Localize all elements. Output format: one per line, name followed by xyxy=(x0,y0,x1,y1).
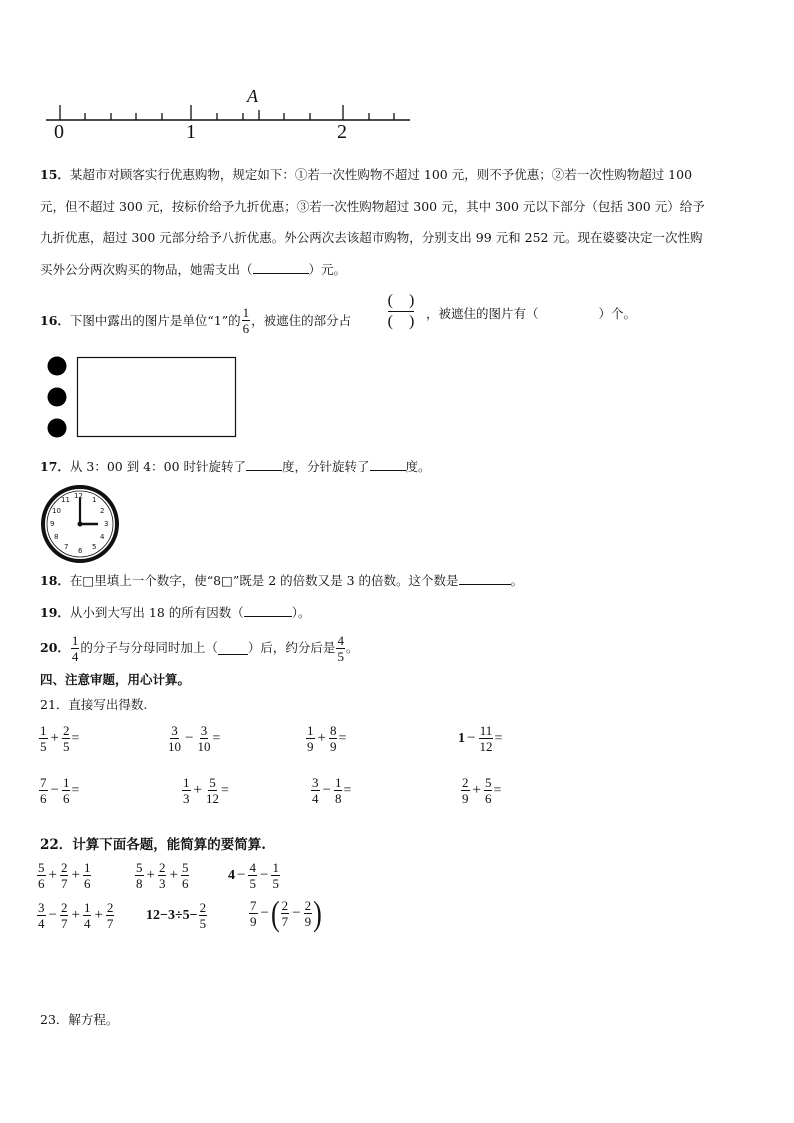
q15-answer-blank[interactable] xyxy=(253,261,309,274)
q16-text-a: 下图中露出的图片是单位“1”的 xyxy=(69,312,241,328)
q16-dots-and-cover xyxy=(44,354,244,444)
q20-text-a: 的分子与分母同时加上（ xyxy=(80,640,218,655)
q21-r2c2-a xyxy=(182,776,191,805)
q21-r2c1-b-den: 6 xyxy=(62,791,70,806)
q21-r1c4-b-den: 12 xyxy=(479,739,493,754)
q17-text-b: 度，分针旋转了 xyxy=(282,459,370,474)
q21-r1c4-whole: 1 xyxy=(458,730,465,746)
q22-e3-f2-num: 1 xyxy=(272,860,279,875)
q22-e4-f1 xyxy=(37,901,46,930)
q22-e3-whole: 4 xyxy=(228,867,235,883)
q22-expr-6[interactable] xyxy=(248,893,322,933)
q22-e1-f2 xyxy=(60,861,69,890)
question-19 xyxy=(40,604,311,621)
q22-e6-f1-den: 9 xyxy=(250,914,257,929)
q21-r1c2-a xyxy=(167,724,182,753)
q22-e5-text: 12−3÷5− xyxy=(146,907,198,923)
q21-r2c2-b-num: 5 xyxy=(209,775,216,790)
q21-item-1[interactable] xyxy=(38,724,79,753)
q16-fraction xyxy=(242,306,251,335)
q21-item-7[interactable] xyxy=(310,776,351,805)
q21-r1c3-b-num: 8 xyxy=(329,723,337,738)
q21-r2c4-eq: = xyxy=(493,782,502,798)
q22-expr-1[interactable] xyxy=(36,861,92,890)
q22-expr-5[interactable] xyxy=(146,901,208,930)
clock-num-1: 1 xyxy=(92,496,97,504)
q22-e1-op1: + xyxy=(48,867,57,883)
q21-r2c1-b-num: 1 xyxy=(62,775,70,790)
q22-e2-f1-den: 8 xyxy=(136,876,143,891)
q17-blank-minute[interactable] xyxy=(370,458,406,471)
q22-expr-3[interactable] xyxy=(228,861,281,890)
q22-e4-f3-num: 1 xyxy=(83,900,91,915)
number-line-point-a: A xyxy=(247,86,258,106)
q16-figure xyxy=(44,354,244,444)
q22-e6-f3-den: 9 xyxy=(304,914,312,929)
q22-e1-f1 xyxy=(37,861,46,890)
q20-frac2-num: 4 xyxy=(337,632,344,648)
q22-e4-f3 xyxy=(83,901,92,930)
q22-e1-f2-num: 2 xyxy=(60,860,68,875)
visible-dot-3 xyxy=(48,419,67,438)
q21-r1c2-a-num: 3 xyxy=(171,723,178,738)
question-20 xyxy=(40,632,358,664)
q22-e5-f1 xyxy=(199,901,208,930)
q21-r2c2-a-num: 1 xyxy=(183,775,190,790)
q22-e6-op: − xyxy=(260,905,269,921)
q22-e6-f2-num: 2 xyxy=(281,898,289,913)
q18-number: 18． xyxy=(40,573,70,588)
clock-num-6: 6 xyxy=(78,547,83,555)
q22-title: 22．计算下面各题，能简算的要简算. xyxy=(40,837,266,853)
q22-e1-f3-num: 1 xyxy=(83,860,91,875)
q22-e4-f3-den: 4 xyxy=(83,916,91,931)
q23-title: 23．解方程。 xyxy=(40,1012,119,1027)
q20-text-c: 。 xyxy=(345,640,359,655)
q17-blank-hour[interactable] xyxy=(246,458,282,471)
q21-r1c4-b-num: 11 xyxy=(479,723,493,738)
q21-r2c2-a-den: 3 xyxy=(183,791,190,806)
q22-e3-f2-den: 5 xyxy=(272,876,279,891)
q21-r2c1-op: − xyxy=(50,782,59,798)
q22-e4-op3: + xyxy=(94,907,103,923)
clock-num-5: 5 xyxy=(92,543,97,551)
q21-r1c2-eq: = xyxy=(212,730,221,746)
q22-e6-f3-num: 2 xyxy=(304,898,312,913)
q22-e4-f4-num: 2 xyxy=(106,900,114,915)
q15-line1: 某超市对顾客实行优惠购物，规定如下：①若一次性购物不超过 100 元，则不予优惠；②若一次性购物超过 100 xyxy=(69,167,693,182)
question-18 xyxy=(40,572,523,589)
q22-e1-f1-den: 6 xyxy=(38,876,45,891)
q15-number: 15． xyxy=(40,167,70,182)
q22-e2-f1 xyxy=(135,861,144,890)
q19-text-a: 从小到大写出 18 的所有因数（ xyxy=(69,605,244,620)
q16-frac-den: 6 xyxy=(242,321,250,336)
q21-r1c3-op: + xyxy=(317,730,326,746)
q20-frac2-den: 5 xyxy=(337,648,344,664)
q22-e2-f3-den: 6 xyxy=(181,876,189,891)
q21-r1c2-b-num: 3 xyxy=(200,723,208,738)
q22-e4-f4-den: 7 xyxy=(106,916,114,931)
clock-num-7: 7 xyxy=(64,543,69,551)
number-line-graphic xyxy=(40,86,420,146)
q21-r2c3-eq: = xyxy=(343,782,352,798)
q21-title: 21．直接写出得数. xyxy=(40,697,148,712)
q21-r1c1-b xyxy=(62,724,71,753)
q22-e4-f2-num: 2 xyxy=(60,900,68,915)
q22-e2-f2-num: 2 xyxy=(158,860,166,875)
q21-r2c1-b xyxy=(62,776,71,805)
q22-e3-f1 xyxy=(248,861,257,890)
q22-e6-f1-num: 7 xyxy=(250,898,257,913)
q22-e2-f1-num: 5 xyxy=(136,860,143,875)
number-line-label-2: 2 xyxy=(337,121,347,143)
q22-e1-f2-den: 7 xyxy=(60,876,68,891)
q21-r1c4-b xyxy=(478,724,493,753)
q21-r2c3-a-num: 3 xyxy=(312,775,319,790)
q20-frac1 xyxy=(71,634,80,663)
q21-r2c4-b xyxy=(484,776,493,805)
q22-e4-f1-den: 4 xyxy=(38,916,45,931)
q21-r2c3-b-den: 8 xyxy=(334,791,342,806)
q21-r2c2-eq: = xyxy=(220,782,229,798)
q21-r2c3-a-den: 4 xyxy=(312,791,319,806)
clock-num-10: 10 xyxy=(52,507,61,515)
q21-r1c1-a-num: 1 xyxy=(40,723,47,738)
q17-number: 17． xyxy=(40,459,70,474)
q22-e3-op1: − xyxy=(237,867,246,883)
q22-e3-f1-den: 5 xyxy=(249,876,256,891)
clock-num-12: 12 xyxy=(74,492,83,500)
q21-r2c2-b xyxy=(205,776,220,805)
q22-e6-rparen: ) xyxy=(313,893,322,933)
q21-r1c1-op: + xyxy=(50,730,59,746)
q21-r2c1-eq: = xyxy=(71,782,80,798)
q22-e2-op2: + xyxy=(169,867,178,883)
q21-r2c4-op: + xyxy=(472,782,481,798)
q22-e2-op1: + xyxy=(146,867,155,883)
q22-e6-f1 xyxy=(249,899,258,928)
clock-num-4: 4 xyxy=(100,533,105,541)
q22-e6-lparen: ( xyxy=(270,893,280,933)
visible-dot-1 xyxy=(48,357,67,376)
q20-number: 20． xyxy=(40,640,70,655)
q21-r2c4-a xyxy=(461,776,470,805)
q22-e4-f1-num: 3 xyxy=(38,900,45,915)
q21-r1c1-a-den: 5 xyxy=(40,739,47,754)
q22-e3-f2 xyxy=(271,861,280,890)
q22-e5-f1-num: 2 xyxy=(199,900,207,915)
q17-text-a: 从 3：00 到 4：00 时针旋转了 xyxy=(69,459,247,474)
q21-r2c4-b-num: 5 xyxy=(484,775,492,790)
q22-e3-op2: − xyxy=(259,867,269,883)
q18-text-a: 在□里填上一个数字，使“8□”既是 2 的倍数又是 3 的倍数。这个数是 xyxy=(69,573,459,588)
q22-e1-op2: + xyxy=(71,867,80,883)
q15-line4-end: ）元。 xyxy=(308,262,347,277)
q21-item-3[interactable] xyxy=(305,724,346,753)
clock-num-8: 8 xyxy=(54,533,59,541)
q16-text-c: ，被遮住的图片有（ xyxy=(426,306,539,321)
q22-expr-2[interactable] xyxy=(134,861,190,890)
q21-r2c3-a xyxy=(311,776,320,805)
q22-expr-4[interactable] xyxy=(36,901,115,930)
q19-text-b: ）。 xyxy=(291,605,311,620)
q16-text-d: ）个。 xyxy=(598,306,637,321)
q19-number: 19． xyxy=(40,605,70,620)
q21-r1c2-a-den: 10 xyxy=(168,739,181,754)
clock-num-2: 2 xyxy=(100,507,105,515)
q21-r2c3-b xyxy=(334,776,343,805)
q21-r1c2-b-den: 10 xyxy=(197,739,211,754)
q15-line2: 元，但不超过 300 元，按标价给予九折优惠；③若一次性购物超过 300 元，其中 300 元以下部分（包括 300 元）给予 xyxy=(40,199,705,214)
q21-r1c4-op: − xyxy=(467,730,476,746)
q16-paren-top: ( ) xyxy=(387,292,415,309)
q18-answer-blank[interactable] xyxy=(459,572,511,585)
clock-num-11: 11 xyxy=(61,496,70,504)
q21-r1c1-eq: = xyxy=(71,730,80,746)
q16-number: 16． xyxy=(40,312,70,328)
q21-r1c4-eq: = xyxy=(494,730,503,746)
q16-frac-num: 1 xyxy=(242,305,250,320)
q21-r1c1-b-num: 2 xyxy=(62,723,70,738)
q22-e2-f3-num: 5 xyxy=(181,860,189,875)
q22-e4-f2-den: 7 xyxy=(60,916,68,931)
q21-item-5[interactable] xyxy=(38,776,79,805)
q21-r1c3-a-num: 1 xyxy=(307,723,314,738)
visible-dot-2 xyxy=(48,388,67,407)
q22-e1-f3-den: 6 xyxy=(83,876,91,891)
q21-item-4[interactable] xyxy=(458,724,502,753)
q15-line3: 九折优惠，超过 300 元部分给予八折优惠。外公两次去该超市购物，分别支出 99 元和 252 元。现在婆婆决定一次性购 xyxy=(40,230,703,245)
section-4-title: 四、注意审题，用心计算。 xyxy=(40,672,191,687)
q21-item-6[interactable] xyxy=(181,776,229,805)
q21-r1c2-op: − xyxy=(185,730,194,746)
q21-r1c2-b xyxy=(196,724,211,753)
q21-r2c3-op: − xyxy=(322,782,331,798)
q21-r1c3-eq: = xyxy=(338,730,347,746)
q22-e2-f2-den: 3 xyxy=(158,876,166,891)
q21-r2c4-a-num: 2 xyxy=(462,775,469,790)
q21-r2c3-b-num: 1 xyxy=(334,775,342,790)
q16-paren-bottom: ( ) xyxy=(387,313,415,330)
number-line-label-0: 0 xyxy=(54,121,64,143)
q16-text-b: ，被遮住的部分占 xyxy=(251,312,352,328)
number-line-label-1: 1 xyxy=(186,121,196,143)
clock-num-9: 9 xyxy=(50,520,55,528)
q22-e3-f1-num: 4 xyxy=(249,860,256,875)
q21-item-8[interactable] xyxy=(460,776,501,805)
q15-line4-start: 买外公分两次购买的物品，她需支出（ xyxy=(40,262,253,277)
q20-text-b: ）后，约分后是 xyxy=(247,640,336,655)
q22-e4-op2: + xyxy=(71,907,80,923)
q21-r2c1-a-num: 7 xyxy=(40,775,47,790)
q22-e2-f3 xyxy=(181,861,190,890)
number-line xyxy=(40,86,420,146)
q21-r1c1-b-den: 5 xyxy=(62,739,70,754)
q22-e1-f1-num: 5 xyxy=(38,860,45,875)
q18-text-b: 。 xyxy=(510,573,524,588)
q20-frac1-den: 4 xyxy=(71,648,79,664)
q16-paren-fraction[interactable] xyxy=(386,292,416,336)
clock-num-3: 3 xyxy=(104,520,109,528)
cover-rectangle xyxy=(78,358,236,437)
q20-frac1-num: 1 xyxy=(71,632,79,648)
q22-e6-f2-den: 7 xyxy=(281,914,289,929)
q21-r2c2-op: + xyxy=(193,782,202,798)
q22-e4-f2 xyxy=(60,901,69,930)
q21-r2c1-a xyxy=(39,776,48,805)
q21-r1c3-a xyxy=(306,724,315,753)
q16-paren-bar xyxy=(388,311,414,312)
q21-r1c3-b xyxy=(329,724,338,753)
q17-text-c: 度。 xyxy=(405,459,431,474)
q21-r2c1-a-den: 6 xyxy=(40,791,47,806)
q21-r1c3-a-den: 9 xyxy=(307,739,314,754)
q21-r2c2-b-den: 12 xyxy=(205,791,219,806)
q20-answer-blank[interactable] xyxy=(218,642,248,655)
q22-e6-inner-op: − xyxy=(292,905,301,921)
q21-r2c4-a-den: 9 xyxy=(462,791,469,806)
q21-item-2[interactable] xyxy=(166,724,220,753)
q19-answer-blank[interactable] xyxy=(244,604,292,617)
q22-e4-op1: − xyxy=(48,907,57,923)
q22-e2-f2 xyxy=(158,861,167,890)
q20-frac2 xyxy=(336,634,345,663)
q22-e6-f3 xyxy=(304,899,313,928)
q21-r1c1-a xyxy=(39,724,48,753)
q22-e5-f1-den: 5 xyxy=(199,916,207,931)
q22-e1-f3 xyxy=(83,861,92,890)
q22-e4-f4 xyxy=(106,901,115,930)
q21-r2c4-b-den: 6 xyxy=(484,791,492,806)
q21-r1c3-b-den: 9 xyxy=(329,739,337,754)
clock xyxy=(40,484,120,564)
q22-e6-f2 xyxy=(281,899,290,928)
